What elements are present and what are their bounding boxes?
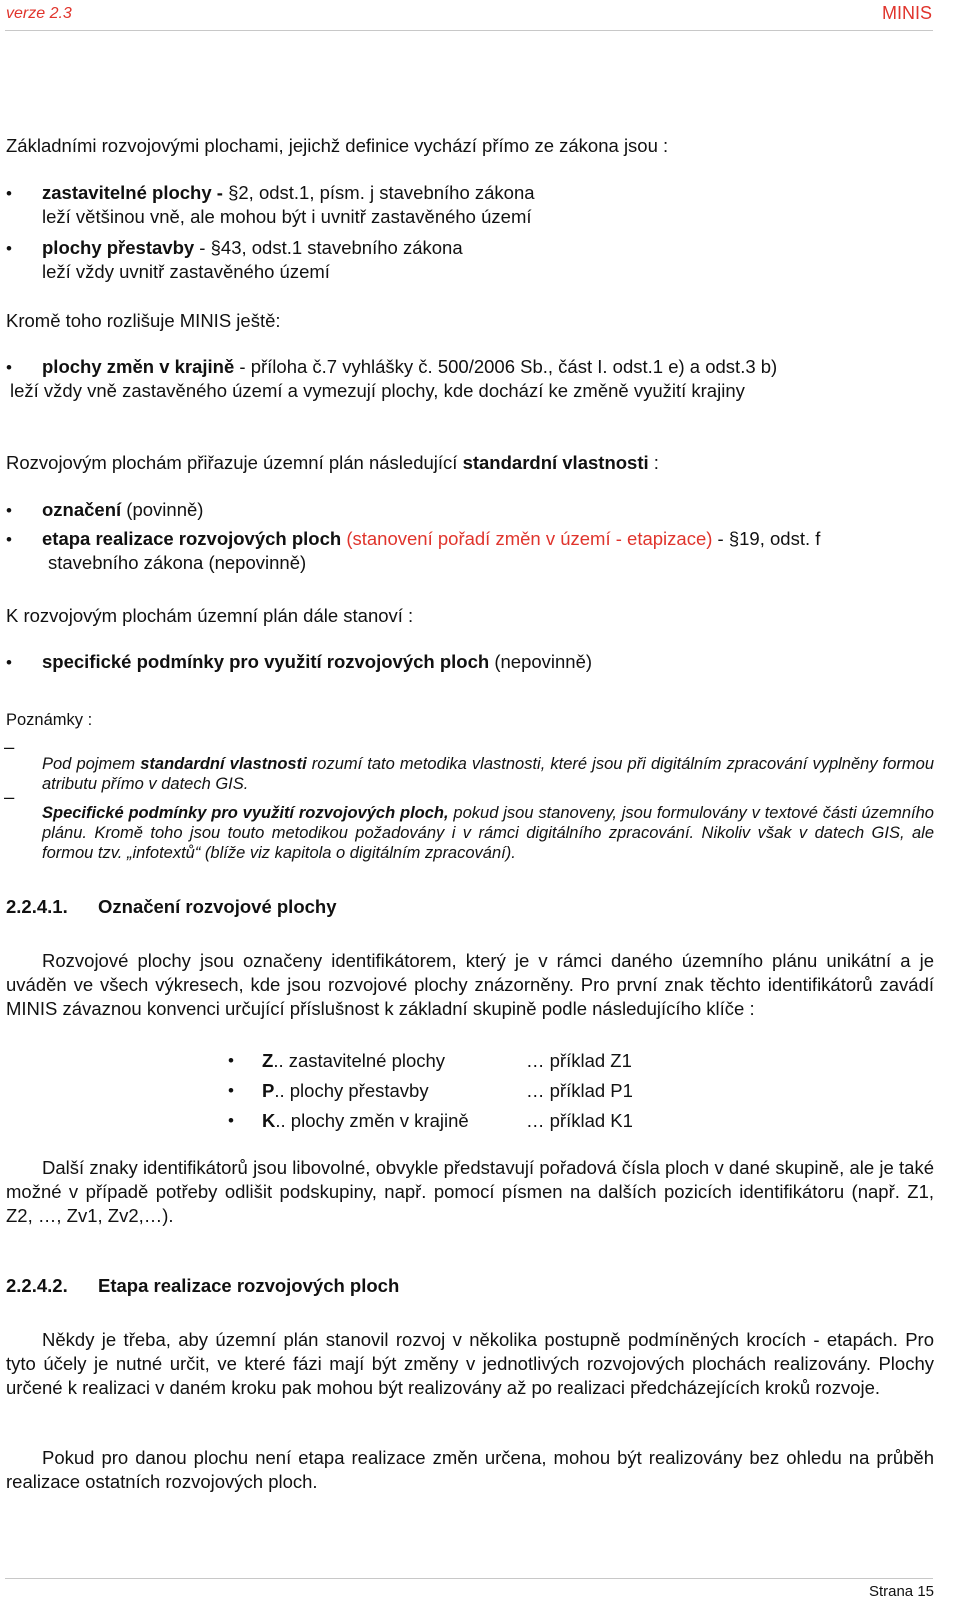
page-number: Strana 15 [868, 1583, 934, 1600]
list-item-bold: zastavitelné plochy - [42, 182, 223, 203]
list-item [42, 498, 934, 522]
std-intro-text: Rozvojovým plochám přiřazuje územní plán následující [6, 452, 463, 473]
note-bold: standardní vlastnosti [140, 754, 307, 773]
dash-icon: – [4, 786, 15, 807]
note-post: pokud jsou stanoveny, jsou formulovány v textové části územního plánu. Kromě toho jsou touto metodikou požadovány i v rámci digitálního zpracování. Nikoliv však v datech GIS, ale formou tzv. „infotextů“ (blíže viz kapitola o digitálním zpracování). [42, 803, 934, 862]
list-item-bold: specifické podmínky pro využití rozvojových ploch [42, 651, 490, 672]
bullet-icon: • [6, 184, 12, 203]
header-divider [5, 30, 933, 31]
bullet-icon: • [6, 501, 12, 520]
section-heading [6, 896, 337, 918]
list-item [10, 355, 934, 403]
note-post: rozumí tato metodika vlastnosti, které jsou při digitálním zpracování vyplněny formou atributu přímo v datech GIS. [42, 754, 935, 793]
list-item-text: (nepovinně) [489, 651, 593, 672]
list-item-red: (stanovení pořadí změn v území - etapizace) [341, 528, 713, 549]
key-text: .. plochy změn v krajině [275, 1110, 469, 1131]
header-brand: MINIS [881, 3, 932, 23]
bullet-icon: • [6, 239, 12, 258]
note-bold: Specifické podmínky pro využití rozvojových ploch, [42, 803, 449, 822]
note-pre: Pod pojmem [42, 754, 141, 773]
bullet-icon: • [228, 1081, 234, 1100]
key-label [262, 1079, 429, 1103]
std-intro [6, 451, 934, 475]
key-example: … příklad P1 [526, 1080, 633, 1101]
footer-divider [5, 1578, 933, 1579]
bullet-icon: • [228, 1051, 234, 1070]
list-item-text: (povinně) [121, 499, 204, 520]
list-item-bold: plochy změn v krajině [42, 356, 235, 377]
list-item-line2: stavebního zákona (nepovinně) [48, 552, 307, 573]
list-item [42, 527, 934, 575]
key-example: … příklad Z1 [526, 1050, 632, 1071]
list-item-bold: označení [42, 499, 122, 520]
section-heading [6, 1275, 399, 1297]
section-title: Etapa realizace rozvojových ploch [98, 1275, 400, 1296]
key-example: … příklad K1 [526, 1110, 633, 1131]
section-paragraph: Někdy je třeba, aby územní plán stanovil rozvoj v několika postupně podmíněných krocích - etapách. Pro tyto účely je nutné určit, ve které fázi mají být změny v jednotlivých rozvojových plochách realizovány. Plochy určené k realizaci v daném kroku pak mohou být realizovány až po realizaci předcházejících kroků rozvoje. [6, 1329, 934, 1398]
list-item-line2: leží vždy uvnitř zastavěného území [42, 261, 330, 282]
list-item-text: - §19, odst. f [712, 528, 821, 549]
intro-text: Základními rozvojovými plochami, jejichž definice vychází přímo ze zákona jsou : [6, 135, 669, 156]
bullet-icon: • [6, 653, 12, 672]
section-paragraph: Pokud pro danou plochu není etapa realizace změn určena, mohou být realizovány bez ohledu na průběh realizace ostatních rozvojových ploch. [6, 1447, 934, 1492]
note-item [42, 754, 934, 794]
further-text: K rozvojovým plochám územní plán dále stanoví : [6, 605, 414, 626]
list-item [42, 181, 934, 229]
bullet-icon: • [6, 530, 12, 549]
notes-title: Poznámky : [6, 711, 93, 729]
note-item [42, 803, 934, 863]
key-letter: Z [262, 1050, 274, 1071]
section-paragraph: Další znaky identifikátorů jsou libovolné, obvykle představují pořadová čísla ploch v dané skupině, ale je také možné v případě potřeby odlišit podskupiny, např. pomocí písmen na dalších pozicích identifikátoru (např. Z1, Z2, …, Zv1, Zv2,…). [6, 1157, 934, 1226]
list-item-text: §2, odst.1, písm. j stavebního zákona [222, 182, 535, 203]
dash-icon: – [4, 736, 15, 757]
key-text: .. plochy přestavby [274, 1080, 429, 1101]
header-version: verze 2.3 [6, 5, 72, 22]
key-label [262, 1109, 469, 1133]
section-number: 2.2.4.1. [6, 896, 68, 917]
list-item-text: - §43, odst.1 stavebního zákona [194, 237, 463, 258]
section-title: Označení rozvojové plochy [98, 896, 337, 917]
section-number: 2.2.4.2. [6, 1275, 68, 1296]
besides-text: Kromě toho rozlišuje MINIS ještě: [6, 310, 281, 331]
list-item [42, 236, 934, 284]
list-item-text: - příloha č.7 vyhlášky č. 500/2006 Sb., část I. odst.1 e) a odst.3 b) [234, 356, 778, 377]
bullet-icon: • [6, 358, 12, 377]
section-paragraph: Rozvojové plochy jsou označeny identifikátorem, který je v rámci daného územního plánu unikátní a je uváděn ve všech výkresech, kde jsou rozvojové plochy znázorněny. Pro první znak těchto identifikátorů zavádí MINIS závaznou konvenci určující příslušnost k základní skupině podle následujícího klíče : [6, 950, 934, 1019]
list-item-line2: leží většinou vně, ale mohou být i uvnitř zastavěného území [42, 206, 532, 227]
list-item [42, 650, 934, 674]
key-text: .. zastavitelné plochy [273, 1050, 446, 1071]
list-item-line2: leží vždy vně zastavěného území a vymezují plochy, kde dochází ke změně využití krajiny [10, 380, 745, 401]
bullet-icon: • [228, 1111, 234, 1130]
key-letter: K [262, 1110, 276, 1131]
key-label [262, 1049, 445, 1073]
std-intro-tail: : [648, 452, 659, 473]
list-item-bold: plochy přestavby [42, 237, 195, 258]
std-intro-bold: standardní vlastnosti [462, 452, 649, 473]
key-letter: P [262, 1080, 275, 1101]
list-item-bold: etapa realizace rozvojových ploch [42, 528, 342, 549]
